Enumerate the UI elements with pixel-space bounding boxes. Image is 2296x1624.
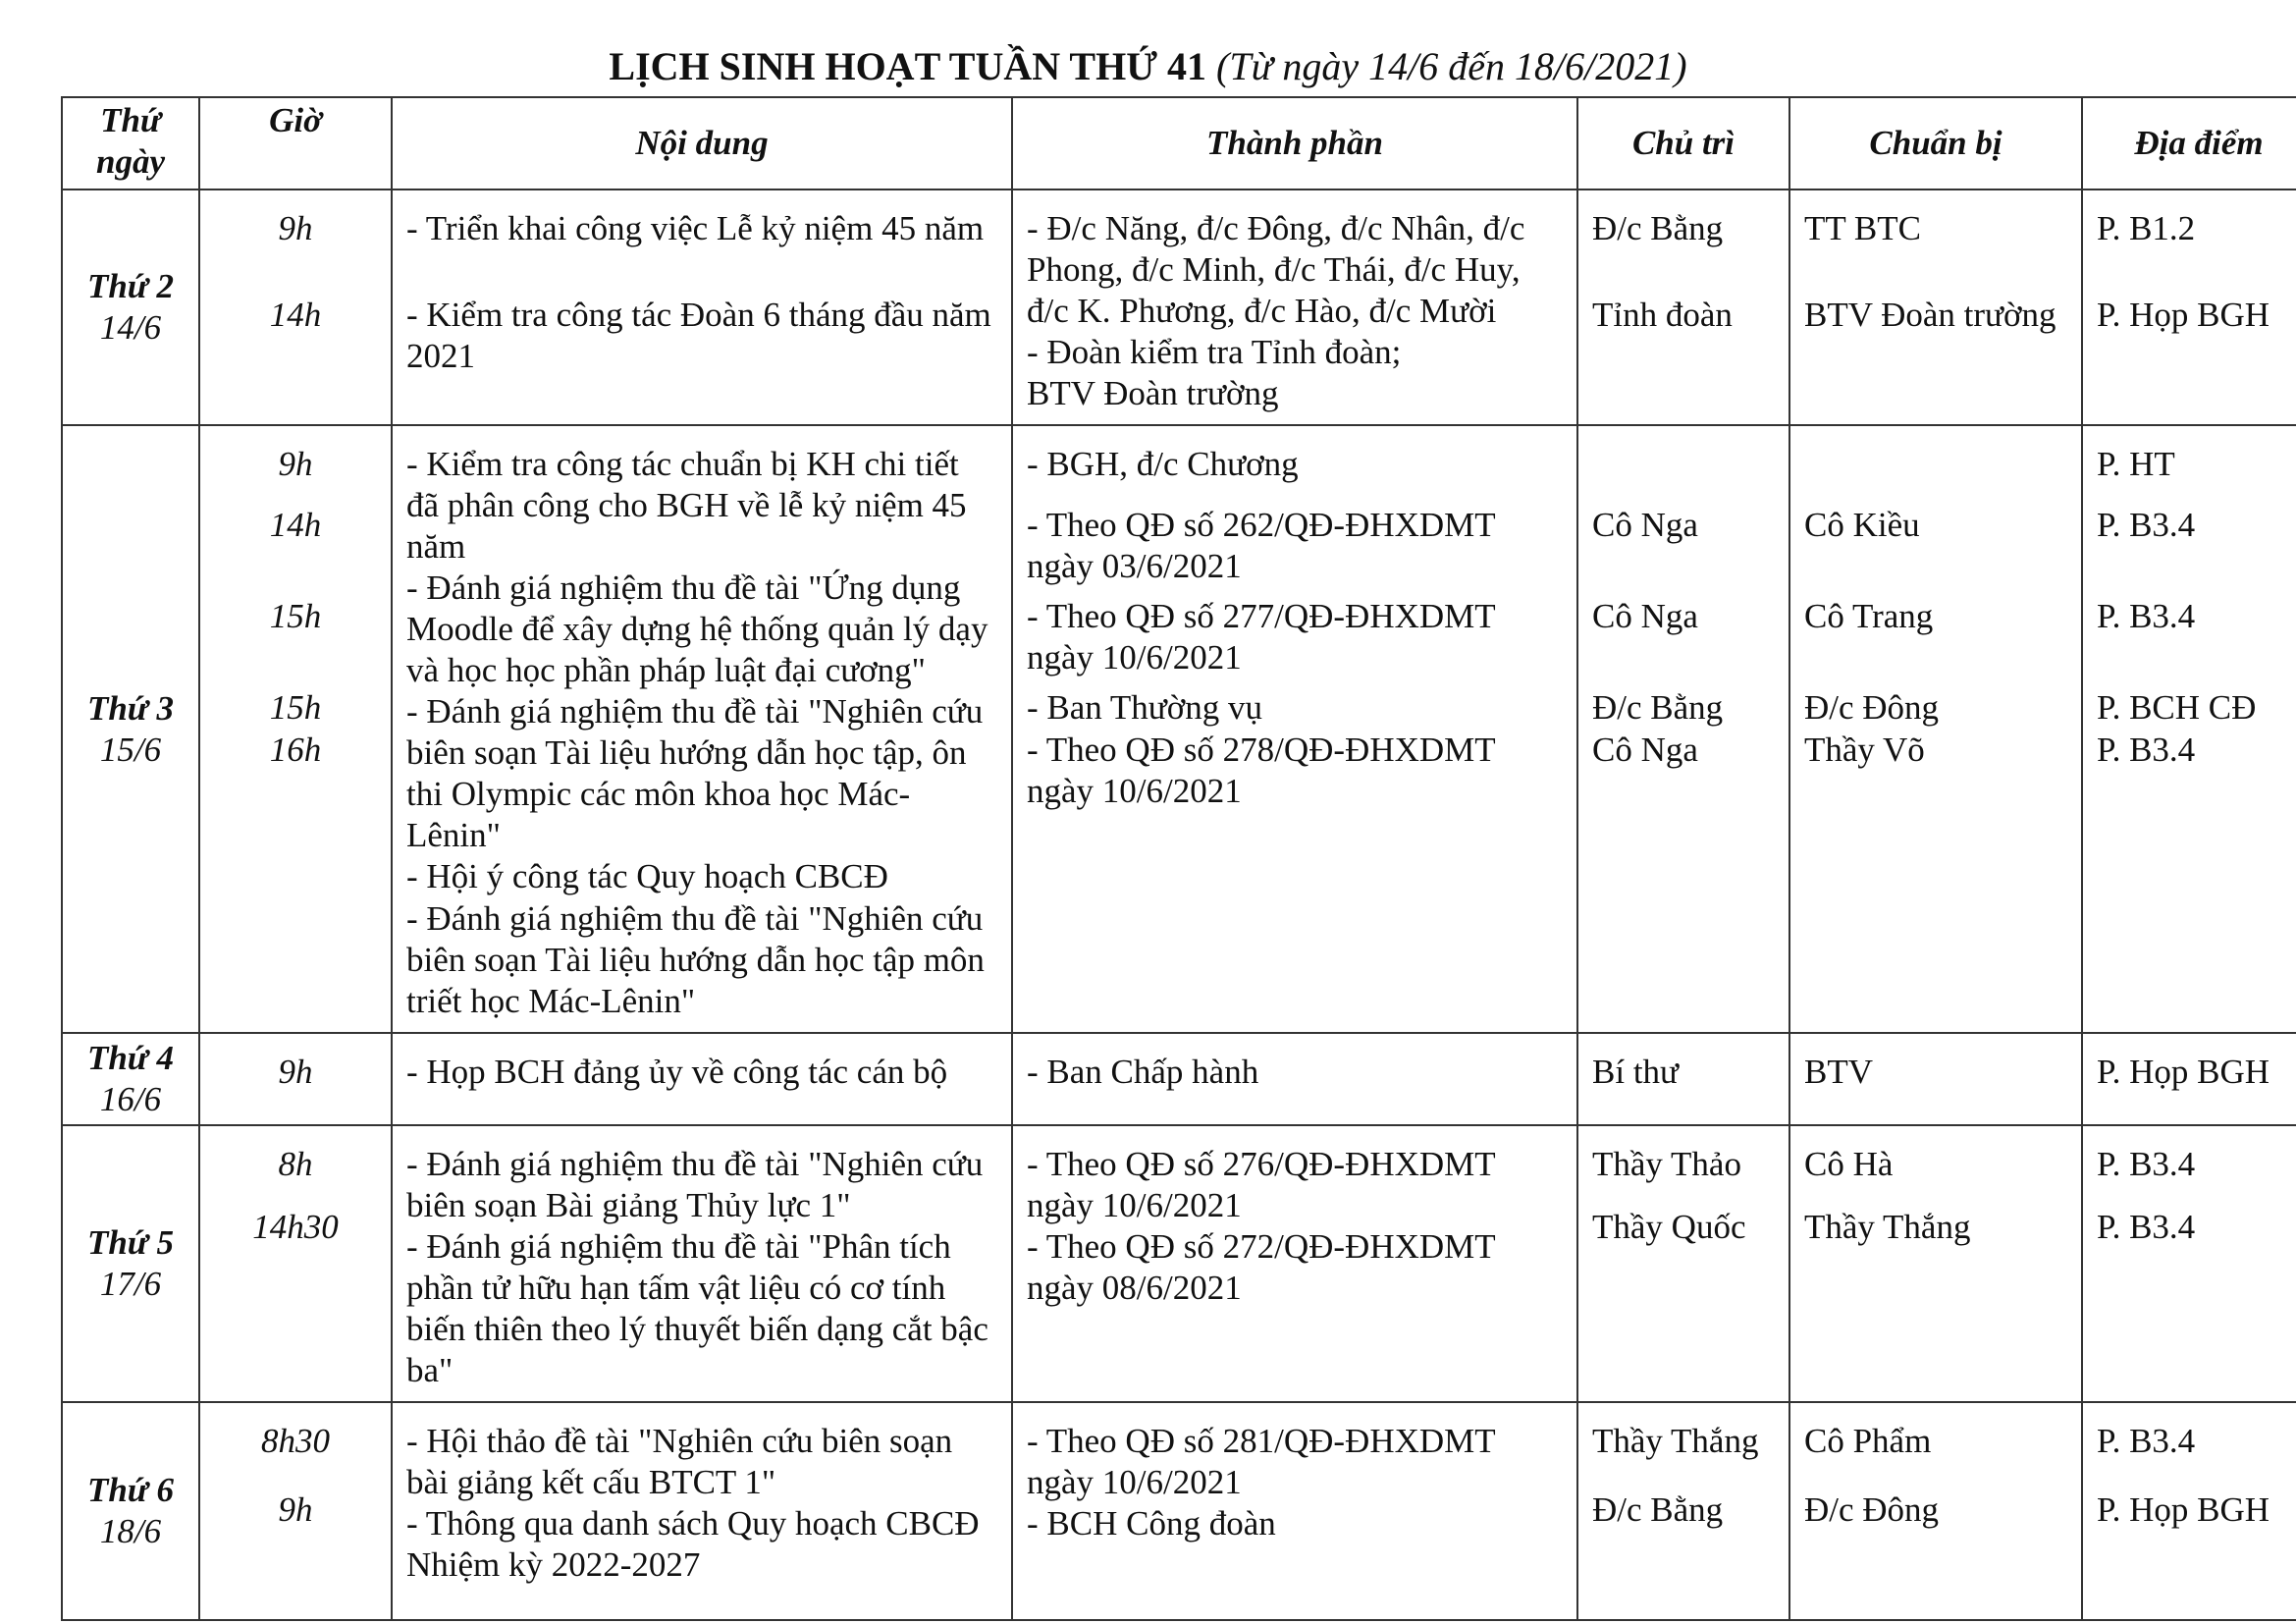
table-row — [62, 1402, 2296, 1620]
schedule-item-time: 8h — [278, 1145, 313, 1183]
cell-prep — [1789, 425, 2082, 1033]
cell-host — [1577, 1033, 1789, 1125]
schedule-item-content: - Họp BCH đảng ủy về công tác cán bộ — [406, 1053, 948, 1091]
day-name: Thứ 5 — [86, 1223, 175, 1262]
schedule-item-participants: - Ban Chấp hành — [1027, 1053, 1259, 1091]
schedule-item-time: 9h — [278, 209, 313, 247]
schedule-item-prep: Cô Hà — [1804, 1145, 1894, 1183]
schedule-item-location: P. B3.4 — [2097, 731, 2196, 769]
schedule-item-location: P. B3.4 — [2097, 597, 2196, 635]
cell-participants — [1012, 425, 1577, 1033]
schedule-item-host: Thầy Quốc — [1592, 1208, 1746, 1246]
schedule-item-host: Thầy Thảo — [1592, 1145, 1741, 1183]
schedule-item-location: P. B3.4 — [2097, 1422, 2196, 1460]
schedule-item-content: - Hội ý công tác Quy hoạch CBCĐ — [406, 857, 888, 895]
schedule-item-content: - Đánh giá nghiệm thu đề tài "Nghiên cứu biên soạn Tài liệu hướng dẫn học tập môn triết học Mác-Lênin" — [406, 899, 985, 1020]
header-location: Địa điểm — [2082, 97, 2296, 189]
header-day: Thứ ngày — [62, 97, 199, 189]
cell-time — [199, 1402, 392, 1620]
schedule-item-time: 15h — [269, 597, 322, 635]
schedule-item-content: - Thông qua danh sách Quy hoạch CBCĐ Nhiệm kỳ 2022-2027 — [406, 1504, 980, 1584]
cell-content — [392, 189, 1012, 425]
schedule-item-participants: - Theo QĐ số 281/QĐ-ĐHXDMT ngày 10/6/2021 — [1027, 1422, 1496, 1501]
schedule-item-location: P. Họp BGH — [2097, 1053, 2270, 1091]
schedule-item-time: 14h — [269, 506, 322, 544]
schedule-item-host: Đ/c Bằng — [1592, 209, 1724, 247]
schedule-item-host — [1592, 444, 1775, 505]
header-content: Nội dung — [392, 97, 1012, 189]
schedule-item-time: 9h — [278, 1053, 313, 1091]
header-host: Chủ trì — [1577, 97, 1789, 189]
schedule-item-location: P. HT — [2097, 445, 2175, 483]
cell-content — [392, 425, 1012, 1033]
schedule-item-prep: BTV — [1804, 1053, 1873, 1091]
schedule-item-prep: Thầy Võ — [1804, 731, 1925, 769]
table-row — [62, 425, 2296, 1033]
cell-participants — [1012, 1402, 1577, 1620]
day-date: 14/6 — [99, 308, 162, 347]
header-participants: Thành phần — [1012, 97, 1577, 189]
schedule-item-content: - Kiểm tra công tác chuẩn bị KH chi tiết đã phân công cho BGH về lễ kỷ niệm 45 năm — [406, 445, 967, 566]
schedule-item-content: - Đánh giá nghiệm thu đề tài "Ứng dụng Moodle để xây dựng hệ thống quản lý dạy và học học phần pháp luật đại cương" — [406, 568, 988, 689]
cell-prep — [1789, 189, 2082, 425]
cell-prep — [1789, 1125, 2082, 1402]
cell-location — [2082, 1033, 2296, 1125]
schedule-item-prep: Cô Phẩm — [1804, 1422, 1932, 1460]
cell-content — [392, 1033, 1012, 1125]
cell-participants — [1012, 189, 1577, 425]
cell-prep — [1789, 1402, 2082, 1620]
schedule-item-time: 16h — [269, 731, 322, 769]
schedule-item-host: Cô Nga — [1592, 597, 1698, 635]
cell-time — [199, 1125, 392, 1402]
table-row — [62, 189, 2296, 425]
cell-content — [392, 1402, 1012, 1620]
schedule-item-participants: - BCH Công đoàn — [1027, 1504, 1276, 1543]
cell-location — [2082, 1402, 2296, 1620]
table-row — [62, 1033, 2296, 1125]
schedule-item-host: Đ/c Bằng — [1592, 1490, 1724, 1529]
day-date: 17/6 — [99, 1265, 162, 1303]
schedule-item-participants: - BGH, đ/c Chương — [1027, 445, 1299, 483]
schedule-item-prep: Cô Kiều — [1804, 506, 1920, 544]
cell-host — [1577, 425, 1789, 1033]
cell-host — [1577, 1125, 1789, 1402]
schedule-item-participants: - Theo QĐ số 277/QĐ-ĐHXDMT ngày 10/6/2021 — [1027, 597, 1496, 677]
schedule-item-participants: - Theo QĐ số 262/QĐ-ĐHXDMT ngày 03/6/2021 — [1027, 506, 1496, 585]
day-name: Thứ 2 — [86, 267, 175, 305]
schedule-item-prep: TT BTC — [1804, 209, 1921, 247]
schedule-item-prep: Cô Trang — [1804, 597, 1934, 635]
cell-host — [1577, 189, 1789, 425]
cell-time — [199, 1033, 392, 1125]
schedule-item-prep: Đ/c Đông — [1804, 688, 1940, 727]
schedule-item-host: Tỉnh đoàn — [1592, 296, 1733, 334]
cell-location — [2082, 425, 2296, 1033]
schedule-item-host: Bí thư — [1592, 1053, 1680, 1091]
schedule-item-participants: - Đoàn kiểm tra Tỉnh đoàn; BTV Đoàn trường — [1027, 333, 1402, 412]
schedule-item-location: P. B3.4 — [2097, 1208, 2196, 1246]
schedule-item-prep — [1804, 444, 2067, 505]
schedule-item-time: 14h — [269, 296, 322, 334]
schedule-item-participants: - Theo QĐ số 276/QĐ-ĐHXDMT ngày 10/6/2021 — [1027, 1145, 1496, 1224]
header-prep: Chuẩn bị — [1789, 97, 2082, 189]
schedule-item-participants: - Theo QĐ số 278/QĐ-ĐHXDMT ngày 10/6/2021 — [1027, 731, 1496, 810]
schedule-item-prep: Đ/c Đông — [1804, 1490, 1940, 1529]
title-date-range: (Từ ngày 14/6 đến 18/6/2021) — [1216, 44, 1687, 88]
schedule-item-location: P. B1.2 — [2097, 209, 2196, 247]
schedule-item-content: - Đánh giá nghiệm thu đề tài "Phân tích phần tử hữu hạn tấm vật liệu có cơ tính biến thiên theo lý thuyết biến dạng cắt bậc ba" — [406, 1227, 988, 1389]
schedule-body — [62, 189, 2296, 1620]
schedule-item-location: P. Họp BGH — [2097, 1490, 2270, 1529]
schedule-item-content: - Triển khai công việc Lễ kỷ niệm 45 năm — [406, 209, 985, 247]
schedule-item-content: - Hội thảo đề tài "Nghiên cứu biên soạn bài giảng kết cấu BTCT 1" — [406, 1422, 953, 1501]
table-header-row — [62, 97, 2296, 189]
schedule-item-time: 14h30 — [252, 1208, 339, 1246]
cell-prep — [1789, 1033, 2082, 1125]
schedule-item-time: 9h — [278, 445, 313, 483]
cell-day — [62, 1125, 199, 1402]
schedule-item-content: - Đánh giá nghiệm thu đề tài "Nghiên cứu biên soạn Bài giảng Thủy lực 1" — [406, 1145, 984, 1224]
cell-day — [62, 425, 199, 1033]
day-date: 16/6 — [99, 1080, 162, 1118]
cell-location — [2082, 189, 2296, 425]
table-row — [62, 1125, 2296, 1402]
cell-time — [199, 189, 392, 425]
schedule-item-time: 9h — [278, 1490, 313, 1529]
header-time: Giờ — [199, 97, 392, 189]
document-title — [0, 39, 2296, 94]
schedule-item-location: P. B3.4 — [2097, 1145, 2196, 1183]
cell-time — [199, 425, 392, 1033]
cell-day — [62, 1033, 199, 1125]
schedule-item-host: Cô Nga — [1592, 506, 1698, 544]
schedule-item-location: P. Họp BGH — [2097, 296, 2270, 334]
cell-content — [392, 1125, 1012, 1402]
schedule-table — [61, 96, 2296, 1621]
schedule-item-time: 15h — [269, 688, 322, 727]
schedule-item-prep: Thầy Thắng — [1804, 1208, 1971, 1246]
cell-participants — [1012, 1033, 1577, 1125]
cell-participants — [1012, 1125, 1577, 1402]
schedule-item-time: 8h30 — [261, 1422, 330, 1460]
cell-day — [62, 189, 199, 425]
day-name: Thứ 6 — [86, 1471, 175, 1509]
schedule-item-participants: - Theo QĐ số 272/QĐ-ĐHXDMT ngày 08/6/2021 — [1027, 1227, 1496, 1307]
schedule-item-participants: - Ban Thường vụ — [1027, 688, 1263, 727]
day-date: 15/6 — [99, 730, 162, 769]
schedule-item-location: P. B3.4 — [2097, 506, 2196, 544]
cell-host — [1577, 1402, 1789, 1620]
schedule-item-content: - Kiểm tra công tác Đoàn 6 tháng đầu năm 2021 — [406, 296, 991, 375]
schedule-item-participants: - Đ/c Năng, đ/c Đông, đ/c Nhân, đ/c Phong, đ/c Minh, đ/c Thái, đ/c Huy, đ/c K. Phương, đ/c Hào, đ/c Mười — [1027, 209, 1525, 330]
schedule-item-host: Thầy Thắng — [1592, 1422, 1759, 1460]
schedule-item-prep: BTV Đoàn trường — [1804, 296, 2056, 334]
schedule-item-content: - Đánh giá nghiệm thu đề tài "Nghiên cứu biên soạn Tài liệu hướng dẫn học tập, ôn thi Olympic các môn khoa học Mác-Lênin" — [406, 692, 984, 854]
cell-location — [2082, 1125, 2296, 1402]
day-name: Thứ 4 — [86, 1039, 175, 1077]
schedule-item-location: P. BCH CĐ — [2097, 688, 2257, 727]
schedule-item-host: Cô Nga — [1592, 731, 1698, 769]
title-main: LỊCH SINH HOẠT TUẦN THỨ 41 — [609, 44, 1207, 88]
schedule-item-host: Đ/c Bằng — [1592, 688, 1724, 727]
day-name: Thứ 3 — [86, 688, 175, 728]
day-date: 18/6 — [99, 1512, 162, 1550]
cell-day — [62, 1402, 199, 1620]
